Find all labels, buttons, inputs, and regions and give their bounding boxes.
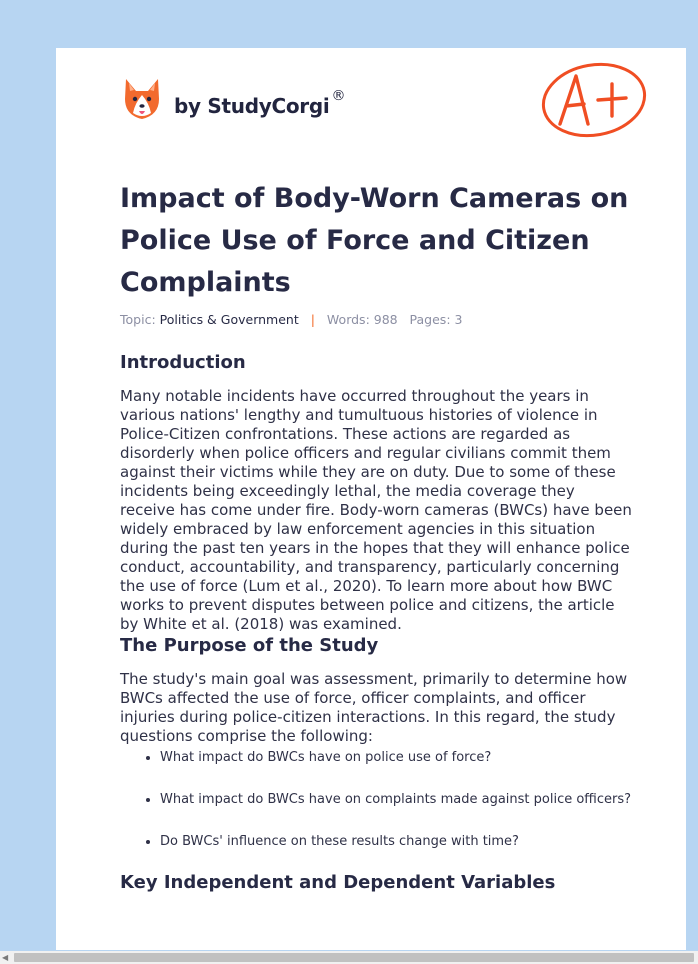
introduction-paragraph: Many notable incidents have occurred throughout the years in various nations' lengthy and tumultuous histories of violence in Police-Citizen confrontations. These actions are regarded as disorderly when police officers and regular civilians commit them against their victims while they are on duty. Due to some of these incidents being exceedingly lethal, the media coverage they receive has come under fire. Body-worn cameras (BWCs) have been widely embraced by law enforcement agencies in this situation during the past ten years in the hopes that they will enhance police conduct, accountability, and transparency, particularly concerning the use of force (Lum et al., 2020). To learn more about how BWC works to prevent disputes between police and citizens, the article by White et al. (2018) was examined. xyxy=(120,387,632,633)
brand-name: by StudyCorgi ® xyxy=(174,88,346,118)
purpose-paragraph: The study's main goal was assessment, primarily to determine how BWCs affected the use of force, officer complaints, and officer injuries during police-citizen interactions. In this regard, the study questions comprise the following: xyxy=(120,670,628,745)
topic-link[interactable]: Politics & Government xyxy=(159,312,299,327)
words-count: 988 xyxy=(373,312,398,327)
horizontal-scrollbar[interactable] xyxy=(0,951,698,964)
studycorgi-logo[interactable] xyxy=(122,77,345,121)
list-item: • What impact do BWCs have on complaints made against police officers? xyxy=(160,788,632,811)
list-item: • What impact do BWCs have on police use of force? xyxy=(160,746,632,769)
corgi-icon xyxy=(122,77,162,121)
words-label: Words: xyxy=(326,312,370,327)
topic-label: Topic: xyxy=(120,312,156,327)
scroll-thumb[interactable] xyxy=(14,953,694,962)
page-title: Impact of Body-Worn Cameras on Police Use of Force and Citizen Complaints xyxy=(120,183,629,298)
a-plus-grade-icon xyxy=(538,58,650,140)
document-page xyxy=(56,48,686,950)
study-questions-list xyxy=(120,746,632,853)
meta-separator: | xyxy=(310,312,315,327)
section-heading-introduction: Introduction xyxy=(120,352,246,373)
meta-info xyxy=(120,312,462,327)
scroll-left-icon[interactable]: ◀ xyxy=(2,953,9,962)
section-heading-purpose: The Purpose of the Study xyxy=(120,635,379,656)
pages-label: Pages: xyxy=(409,312,451,327)
essay-body xyxy=(120,352,632,893)
section-heading-variables: Key Independent and Dependent Variables xyxy=(120,872,556,893)
pages-count: 3 xyxy=(454,312,463,327)
list-item: • Do BWCs' influence on these results change with time? xyxy=(160,830,632,853)
